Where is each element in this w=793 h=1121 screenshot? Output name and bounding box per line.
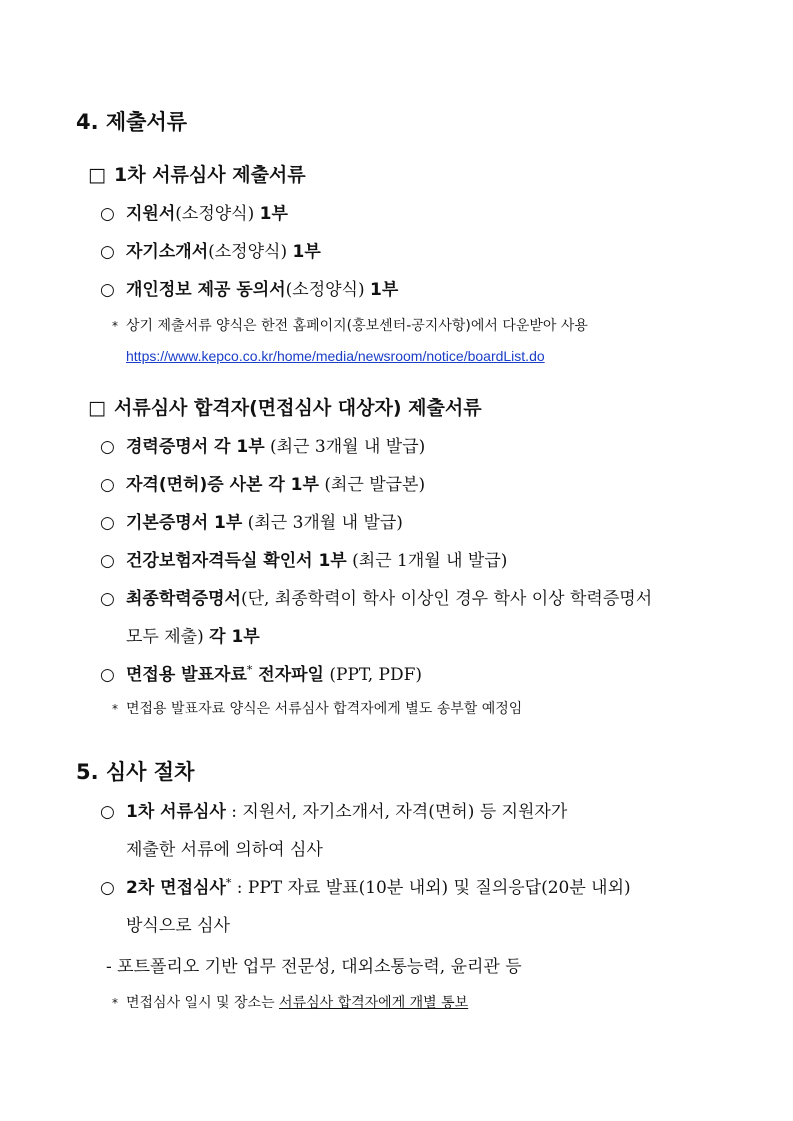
circle-bullet-icon: ○ xyxy=(100,802,115,822)
circle-bullet-icon: ○ xyxy=(100,513,115,533)
circle-bullet-icon: ○ xyxy=(100,280,115,300)
circle-bullet-icon: ○ xyxy=(100,204,115,224)
circle-bullet-icon: ○ xyxy=(100,665,115,685)
section-4-title: 4. 제출서류 xyxy=(76,110,188,134)
dash-item: - 포트폴리오 기반 업무 전문성, 대외소통능력, 윤리관 등 xyxy=(106,957,522,977)
list-item-continuation: 제출한 서류에 의하여 심사 xyxy=(126,840,323,860)
list-item-continuation: 방식으로 심사 xyxy=(126,916,230,936)
kepco-notice-link[interactable]: https://www.kepco.co.kr/home/media/newsroom/notice/boardList.do xyxy=(126,348,545,364)
circle-bullet-icon: ○ xyxy=(100,242,115,262)
list-item: ○ 경력증명서 각 1부 (최근 3개월 내 발급) xyxy=(100,437,426,457)
asterisk-icon: * xyxy=(112,319,118,333)
subsection-2-heading xyxy=(88,393,482,420)
list-item: ○ 2차 면접심사* : PPT 자료 발표(10분 내외) 및 질의응답(20분 내외) xyxy=(100,876,631,898)
list-item: ○ 지원서(소정양식) 1부 xyxy=(100,204,288,224)
circle-bullet-icon: ○ xyxy=(100,551,115,571)
link-container xyxy=(126,346,545,365)
circle-bullet-icon: ○ xyxy=(100,589,115,609)
note-download: * 상기 제출서류 양식은 한전 홈페이지(홍보센터-공지사항)에서 다운받아 사용 xyxy=(112,318,588,334)
list-item: ○ 개인정보 제공 동의서(소정양식) 1부 xyxy=(100,280,399,300)
section-5-title: 5. 심사 절차 xyxy=(76,760,195,784)
list-item: ○ 1차 서류심사 : 지원서, 자기소개서, 자격(면허) 등 지원자가 xyxy=(100,802,568,822)
list-item: ○ 자격(면허)증 사본 각 1부 (최근 발급본) xyxy=(100,475,426,495)
list-item: ○ 최종학력증명서(단, 최종학력이 학사 이상인 경우 학사 이상 학력증명서 xyxy=(100,589,653,609)
circle-bullet-icon: ○ xyxy=(100,475,115,495)
asterisk-icon: * xyxy=(112,702,118,716)
list-item: ○ 기본증명서 1부 (최근 3개월 내 발급) xyxy=(100,513,403,533)
list-item: ○ 건강보험자격득실 확인서 1부 (최근 1개월 내 발급) xyxy=(100,551,508,571)
note-interview: * 면접심사 일시 및 장소는 서류심사 합격자에게 개별 통보 xyxy=(112,995,469,1011)
circle-bullet-icon: ○ xyxy=(100,878,115,898)
list-item-continuation: 모두 제출) 각 1부 xyxy=(126,627,260,647)
checkbox-square-icon: □ xyxy=(88,397,106,419)
asterisk-icon: * xyxy=(112,996,118,1010)
note-presentation: * 면접용 발표자료 양식은 서류심사 합격자에게 별도 송부할 예정임 xyxy=(112,701,523,717)
circle-bullet-icon: ○ xyxy=(100,437,115,457)
list-item: ○ 면접용 발표자료* 전자파일 (PPT, PDF) xyxy=(100,663,423,685)
checkbox-square-icon: □ xyxy=(88,164,106,186)
subsection-1-title: 1차 서류심사 제출서류 xyxy=(114,164,306,186)
subsection-1-heading xyxy=(88,160,306,187)
subsection-2-title: 서류심사 합격자(면접심사 대상자) 제출서류 xyxy=(114,397,482,419)
list-item: ○ 자기소개서(소정양식) 1부 xyxy=(100,242,321,262)
